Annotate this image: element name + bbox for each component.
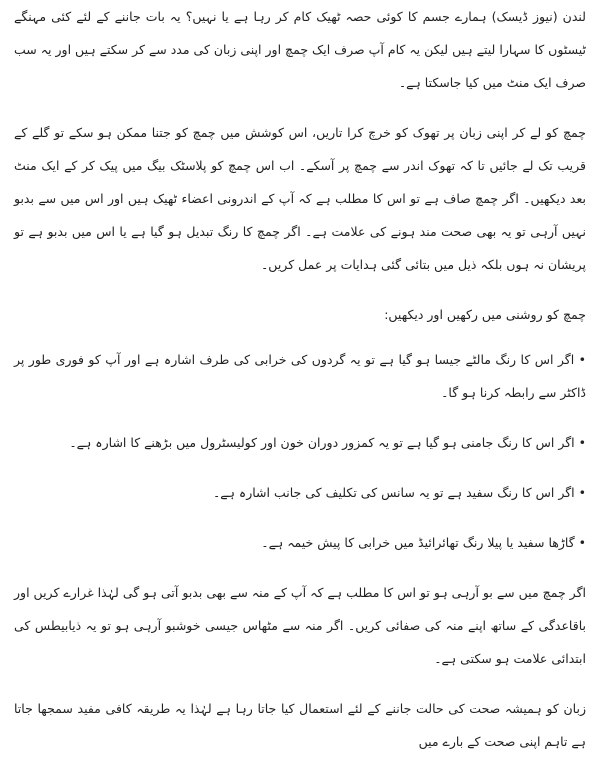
list-item: • اگر اس کا رنگ سفید ہے تو یہ سانس کی تکلیف کی جانب اشارہ ہے۔ bbox=[212, 485, 586, 500]
list-item: • اگر اس کا رنگ جامنی ہو گیا ہے تو یہ کمزور دوران خون اور کولیسٹرول میں بڑھنے کا اشارہ ہے۔ bbox=[69, 435, 586, 450]
article-intro-paragraph: لندن (نیوز ڈیسک) ہمارے جسم کا کوئی حصہ ٹھیک کام کر رہا ہے یا نہیں؟ یہ بات جاننے کے لئے کئی مہنگے ٹیسٹوں کا سہارا لیتے ہیں لیکن یہ کام آپ صرف ایک چمچ اور اپنی زبان کی مدد سے کر سکتے ہیں اور یہ سب صرف ایک منٹ میں کیا جاسکتا ہے۔ bbox=[14, 9, 586, 90]
article-odor-paragraph: اگر چمچ میں سے بو آرہی ہو تو اس کا مطلب ہے کہ آپ کے منہ سے بھی بدبو آتی ہو گی لہٰذا غرارے کریں اور باقاعدگی کے ساتھ اپنے منہ کی صفائی کریں۔ اگر منہ سے مٹھاس جیسی خوشبو آرہی ہو تو یہ ذیابیطس کی ابتدائی علامت ہو سکتی ہے۔ bbox=[14, 585, 586, 666]
article-final-paragraph: زبان کو ہمیشہ صحت کی حالت جاننے کے لئے استعمال کیا جاتا رہا ہے لہٰذا یہ طریقہ کافی مفید سمجھا جاتا ہے تاہم اپنی صحت کے بارے میں bbox=[14, 701, 586, 749]
article-method-paragraph: چمچ کو لے کر اپنی زبان پر تھوک کو خرچ کرا تاریں، اس کوشش میں چمچ کو جتنا ممکن ہو سکے تو گلے کے قریب تک لے جائیں تا کہ تھوک اندر سے چمچ پر آسکے۔ اب اس چمچ کو پلاسٹک بیگ میں پیک کر کے ایک منٹ بعد دیکھیں۔ اگر چمچ صاف ہے تو اس کا مطلب ہے کہ آپ کے اندرونی اعضاء ٹھیک ہیں اور اس میں سے بدبو نہیں آرہی تو یہ بھی صحت مند ہونے کی علامت ہے۔ اگر چمچ کا رنگ تبدیل ہو گیا ہے یا اس میں بدبو ہے تو پریشان نہ ہوں بلکہ ذیل میں بتائی گئی ہدایات پر عمل کریں۔ bbox=[14, 125, 586, 272]
article-instruction-line: چمچ کو روشنی میں رکھیں اور دیکھیں: bbox=[384, 307, 586, 322]
article-body bbox=[14, 0, 586, 749]
list-item: • اگر اس کا رنگ مالٹے جیسا ہو گیا ہے تو یہ گردوں کی خرابی کی طرف اشارہ ہے اور آپ کو فوری طور پر ڈاکٹر سے رابطہ کرنا ہو گا۔ bbox=[14, 352, 586, 400]
list-item: • گاڑھا سفید یا پیلا رنگ تھائرائیڈ میں خرابی کا پیش خیمہ ہے۔ bbox=[261, 535, 586, 550]
